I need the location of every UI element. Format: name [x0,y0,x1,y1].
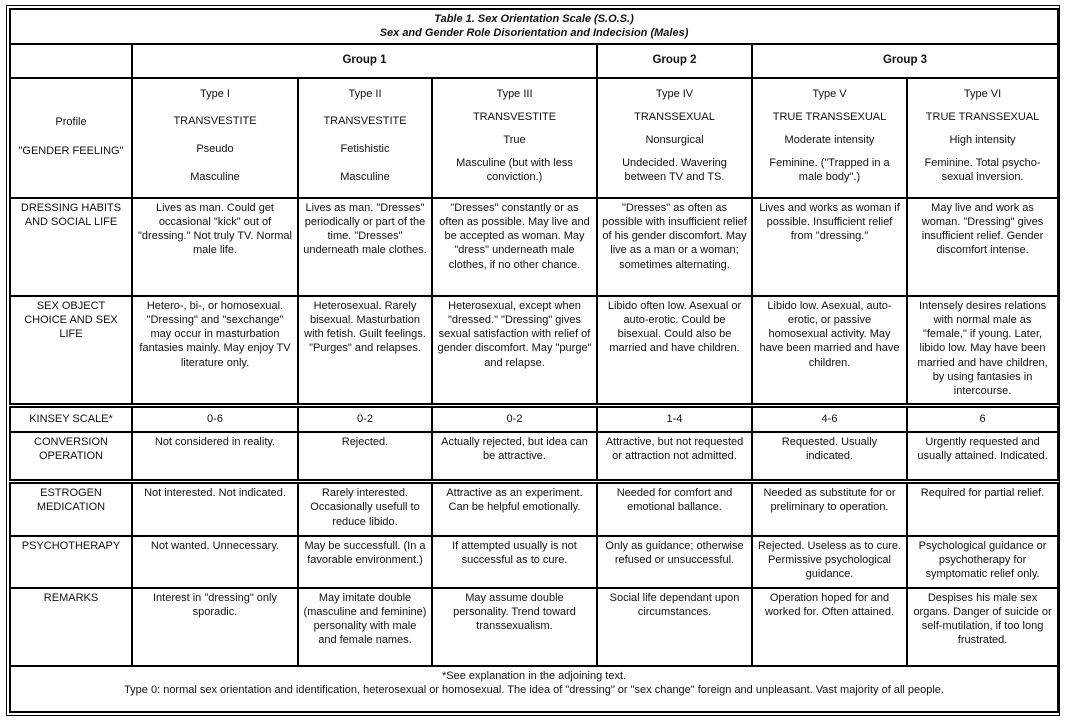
cell-estrogen-type-6: Required for partial relief. [907,482,1058,536]
type-feeling: Masculine [190,171,240,184]
row-remarks [10,588,1058,666]
cell-kinsey-type-6: 6 [907,406,1058,432]
group-2-header: Group 2 [597,44,752,78]
type-feeling: Feminine. Total psycho-sexual inversion. [924,156,1041,184]
cell-sexobject-type-5: Libido low. Asexual, auto-erotic, or passive homosexual activity. May have been married and have children. [752,296,907,406]
type-number: Type II [348,87,382,100]
profile-row [10,78,1058,198]
profile-type-6 [907,78,1058,198]
row-kinsey-scale [10,406,1058,432]
cell-conversion-type-4: Attractive, but not requested or attraction not admitted. [597,432,752,482]
cell-psycho-type-4: Only as guidance; otherwise refused or unsuccessful. [597,536,752,588]
cell-remarks-type-6: Despises his male sex organs. Danger of suicide or self-mutilation, if too long frustrated. [907,588,1058,666]
table-outer-frame [6,5,1060,716]
cell-conversion-type-3: Actually rejected, but idea can be attractive. [432,432,597,482]
cell-conversion-type-1: Not considered in reality. [132,432,298,482]
cell-kinsey-type-4: 1-4 [597,406,752,432]
cell-psycho-type-6: Psychological guidance or psychotherapy for symptomatic relief only. [907,536,1058,588]
type-name: TRANSVESTITE [323,115,407,128]
cell-estrogen-type-1: Not interested. Not indicated. [132,482,298,536]
cell-dressing-type-5: Lives and works as woman if possible. Insufficient relief from "dressing." [752,198,907,296]
cell-conversion-type-5: Requested. Usually indicated. [752,432,907,482]
footnote-type-0: Type 0: normal sex orientation and identification, heterosexual or homosexual. The idea of "dressing" or "sex change" foreign and unpleasant. Vast majority of all people. [124,683,944,696]
type-number: Type VI [963,87,1002,100]
row-psychotherapy [10,536,1058,588]
cell-psycho-type-5: Rejected. Useless as to cure. Permissive psychological guidance. [752,536,907,588]
cell-kinsey-type-5: 4-6 [752,406,907,432]
type-feeling: Undecided. Wavering between TV and TS. [622,156,727,184]
cell-conversion-type-6: Urgently requested and usually attained. Indicated. [907,432,1058,482]
cell-estrogen-type-4: Needed for comfort and emotional ballance. [597,482,752,536]
type-name: TRUE TRANSSEXUAL [772,110,887,123]
cell-dressing-type-4: "Dresses" as often as possible with insufficient relief of his gender discomfort. May live as a man or a woman; sometimes alternating. [597,198,752,296]
cell-estrogen-type-3: Attractive as an experiment. Can be helpful emotionally. [432,482,597,536]
row-label: PSYCHOTHERAPY [10,536,132,588]
type-variant: Moderate intensity [784,133,875,146]
table-title: Table 1. Sex Orientation Scale (S.O.S.) [434,13,634,25]
type-number: Type III [496,87,533,100]
title-cell [10,9,1058,44]
footnote-asterisk: *See explanation in the adjoining text. [441,669,627,682]
type-feeling: Masculine (but with less conviction.) [456,156,573,184]
group-header-row [10,44,1058,78]
row-sex-object-choice [10,296,1058,406]
type-variant: Pseudo [196,143,234,156]
profile-type-1 [132,78,298,198]
cell-remarks-type-3: May assume double personality. Trend toward transsexualism. [432,588,597,666]
type-name: TRUE TRANSSEXUAL [925,110,1040,123]
footnote-row [10,666,1058,712]
type-variant: Fetishistic [340,143,390,156]
cell-kinsey-type-1: 0-6 [132,406,298,432]
cell-dressing-type-1: Lives as man. Could get occasional "kick" out of "dressing." Not truly TV. Normal male life. [132,198,298,296]
type-number: Type I [200,87,230,100]
cell-conversion-type-2: Rejected. [298,432,432,482]
group-3-header: Group 3 [752,44,1058,78]
footnote-cell [10,666,1058,712]
group-1-header: Group 1 [132,44,597,78]
cell-estrogen-type-2: Rarely interested. Occasionally usefull to reduce libido. [298,482,432,536]
type-name: TRANSVESTITE [472,110,557,123]
title-row [10,9,1058,44]
row-label: DRESSING HABITS AND SOCIAL LIFE [10,198,132,296]
row-label: REMARKS [10,588,132,666]
cell-sexobject-type-1: Hetero-, bi-, or homosexual. "Dressing" and "sexchange" may occur in masturbation fantasies mainly. May enjoy TV literature only. [132,296,298,406]
cell-remarks-type-4: Social life dependant upon circumstances. [597,588,752,666]
type-number: Type IV [655,87,694,100]
cell-remarks-type-1: Interest in "dressing" only sporadic. [132,588,298,666]
type-variant: True [503,133,526,146]
type-feeling: Masculine [340,171,390,184]
type-name: TRANSVESTITE [173,115,257,128]
cell-kinsey-type-3: 0-2 [432,406,597,432]
cell-sexobject-type-2: Heterosexual. Rarely bisexual. Masturbation with fetish. Guilt feelings. "Purges" and relapses. [298,296,432,406]
type-variant: Nonsurgical [645,133,704,146]
sex-orientation-scale-table [9,8,1059,713]
cell-kinsey-type-2: 0-2 [298,406,432,432]
cell-dressing-type-3: "Dresses" constantly or as often as possible. May live and be accepted as woman. May "dress" underneath male clothes, if no other chance. [432,198,597,296]
cell-psycho-type-1: Not wanted. Unnecessary. [132,536,298,588]
cell-sexobject-type-6: Intensely desires relations with normal male as "female," if young. Later, libido low. May have been married and have children, by using fantasies in intercourse. [907,296,1058,406]
row-dressing-habits [10,198,1058,296]
cell-dressing-type-6: May live and work as woman. "Dressing" gives insufficient relief. Gender discomfort intense. [907,198,1058,296]
cell-dressing-type-2: Lives as man. "Dresses" periodically or part of the time. "Dresses" underneath male clothes. [298,198,432,296]
row-label: CONVERSION OPERATION [10,432,132,482]
profile-type-2 [298,78,432,198]
type-feeling: Feminine. ("Trapped in a male body".) [769,156,890,184]
profile-type-3 [432,78,597,198]
cell-sexobject-type-3: Heterosexual, except when "dressed." "Dressing" gives sexual satisfaction with relief of gender discomfort. May "purge" and relapse. [432,296,597,406]
profile-type-5 [752,78,907,198]
row-label: ESTROGEN MEDICATION [10,482,132,536]
cell-remarks-type-2: May imitate double (masculine and feminine) personality with male and female names. [298,588,432,666]
row-estrogen-medication [10,482,1058,536]
cell-estrogen-type-5: Needed as substitute for or preliminary to operation. [752,482,907,536]
table-subtitle: Sex and Gender Role Disorientation and Indecision (Males) [379,27,689,40]
cell-psycho-type-3: If attempted usually is not successful as to cure. [432,536,597,588]
type-name: TRANSSEXUAL [634,110,715,123]
row-conversion-operation [10,432,1058,482]
cell-sexobject-type-4: Libido often low. Asexual or auto-erotic. Could be bisexual. Could also be married and have children. [597,296,752,406]
type-variant: High intensity [949,133,1016,146]
profile-label: Profile [55,115,87,128]
type-number: Type V [812,87,847,100]
cell-remarks-type-5: Operation hoped for and worked for. Often attained. [752,588,907,666]
corner-cell [10,44,132,78]
row-label: KINSEY SCALE* [10,406,132,432]
profile-row-label-cell [10,78,132,198]
cell-psycho-type-2: May be successfull. (In a favorable environment.) [298,536,432,588]
profile-type-4 [597,78,752,198]
gender-feeling-label: "GENDER FEELING" [18,145,124,158]
row-label: SEX OBJECT CHOICE AND SEX LIFE [10,296,132,406]
